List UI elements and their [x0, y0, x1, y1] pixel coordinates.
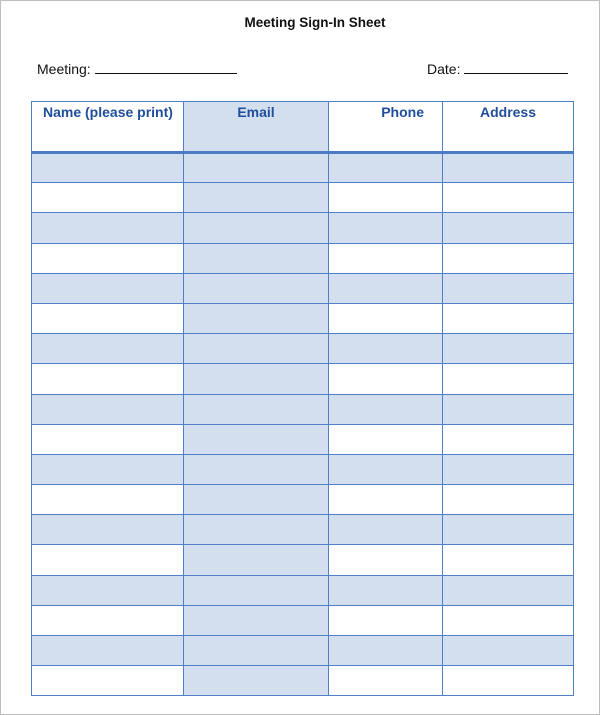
cell-email[interactable] — [184, 394, 329, 424]
table-row — [32, 213, 574, 243]
cell-name[interactable] — [32, 273, 184, 303]
cell-phone[interactable] — [329, 334, 443, 364]
cell-name[interactable] — [32, 334, 184, 364]
cell-name[interactable] — [32, 636, 184, 666]
column-header-address: Address — [443, 102, 574, 153]
cell-address[interactable] — [443, 153, 574, 183]
cell-phone[interactable] — [329, 303, 443, 333]
cell-name[interactable] — [32, 485, 184, 515]
cell-email[interactable] — [184, 575, 329, 605]
cell-email[interactable] — [184, 334, 329, 364]
cell-name[interactable] — [32, 454, 184, 484]
table-row — [32, 575, 574, 605]
cell-address[interactable] — [443, 454, 574, 484]
cell-name[interactable] — [32, 515, 184, 545]
table-row — [32, 334, 574, 364]
cell-phone[interactable] — [329, 515, 443, 545]
cell-name[interactable] — [32, 364, 184, 394]
table-row — [32, 605, 574, 635]
cell-email[interactable] — [184, 424, 329, 454]
cell-address[interactable] — [443, 243, 574, 273]
cell-name[interactable] — [32, 243, 184, 273]
cell-name[interactable] — [32, 424, 184, 454]
date-label: Date: — [427, 61, 461, 77]
cell-phone[interactable] — [329, 394, 443, 424]
table-row — [32, 666, 574, 696]
table-row — [32, 394, 574, 424]
cell-email[interactable] — [184, 636, 329, 666]
table-header-row — [32, 102, 574, 153]
cell-phone[interactable] — [329, 183, 443, 213]
cell-email[interactable] — [184, 454, 329, 484]
cell-phone[interactable] — [329, 273, 443, 303]
cell-email[interactable] — [184, 515, 329, 545]
cell-email[interactable] — [184, 303, 329, 333]
meeting-label: Meeting: — [37, 61, 91, 77]
cell-phone[interactable] — [329, 153, 443, 183]
cell-phone[interactable] — [329, 485, 443, 515]
cell-phone[interactable] — [329, 243, 443, 273]
cell-name[interactable] — [32, 213, 184, 243]
table-row — [32, 273, 574, 303]
meeting-field — [37, 59, 237, 77]
date-field — [427, 59, 568, 77]
table-row — [32, 545, 574, 575]
table-row — [32, 153, 574, 183]
cell-email[interactable] — [184, 485, 329, 515]
cell-address[interactable] — [443, 273, 574, 303]
table-row — [32, 364, 574, 394]
column-header-email: Email — [184, 102, 329, 153]
cell-name[interactable] — [32, 394, 184, 424]
cell-address[interactable] — [443, 545, 574, 575]
table-row — [32, 183, 574, 213]
table-row — [32, 303, 574, 333]
cell-phone[interactable] — [329, 636, 443, 666]
cell-address[interactable] — [443, 394, 574, 424]
table-row — [32, 636, 574, 666]
table-row — [32, 454, 574, 484]
cell-email[interactable] — [184, 213, 329, 243]
table-row — [32, 424, 574, 454]
table-row — [32, 243, 574, 273]
cell-name[interactable] — [32, 153, 184, 183]
cell-address[interactable] — [443, 666, 574, 696]
cell-address[interactable] — [443, 334, 574, 364]
cell-address[interactable] — [443, 485, 574, 515]
cell-address[interactable] — [443, 515, 574, 545]
cell-address[interactable] — [443, 424, 574, 454]
cell-name[interactable] — [32, 183, 184, 213]
cell-email[interactable] — [184, 364, 329, 394]
date-blank-line[interactable] — [464, 59, 568, 74]
cell-address[interactable] — [443, 605, 574, 635]
table-row — [32, 485, 574, 515]
cell-phone[interactable] — [329, 666, 443, 696]
column-header-phone: Phone — [329, 102, 443, 153]
table-body — [32, 153, 574, 696]
cell-phone[interactable] — [329, 575, 443, 605]
cell-name[interactable] — [32, 545, 184, 575]
cell-phone[interactable] — [329, 424, 443, 454]
cell-name[interactable] — [32, 575, 184, 605]
cell-name[interactable] — [32, 605, 184, 635]
meeting-blank-line[interactable] — [95, 59, 237, 74]
cell-email[interactable] — [184, 273, 329, 303]
cell-phone[interactable] — [329, 605, 443, 635]
cell-address[interactable] — [443, 575, 574, 605]
page-title: Meeting Sign-In Sheet — [244, 15, 386, 30]
cell-email[interactable] — [184, 605, 329, 635]
cell-email[interactable] — [184, 153, 329, 183]
cell-name[interactable] — [32, 303, 184, 333]
cell-phone[interactable] — [329, 454, 443, 484]
cell-address[interactable] — [443, 364, 574, 394]
sign-in-table — [31, 101, 574, 696]
cell-address[interactable] — [443, 213, 574, 243]
cell-phone[interactable] — [329, 545, 443, 575]
cell-address[interactable] — [443, 183, 574, 213]
cell-phone[interactable] — [329, 364, 443, 394]
cell-email[interactable] — [184, 666, 329, 696]
cell-email[interactable] — [184, 545, 329, 575]
cell-phone[interactable] — [329, 213, 443, 243]
cell-email[interactable] — [184, 183, 329, 213]
cell-email[interactable] — [184, 243, 329, 273]
cell-address[interactable] — [443, 303, 574, 333]
table-row — [32, 515, 574, 545]
column-header-name: Name (please print) — [32, 102, 184, 153]
cell-address[interactable] — [443, 636, 574, 666]
cell-name[interactable] — [32, 666, 184, 696]
